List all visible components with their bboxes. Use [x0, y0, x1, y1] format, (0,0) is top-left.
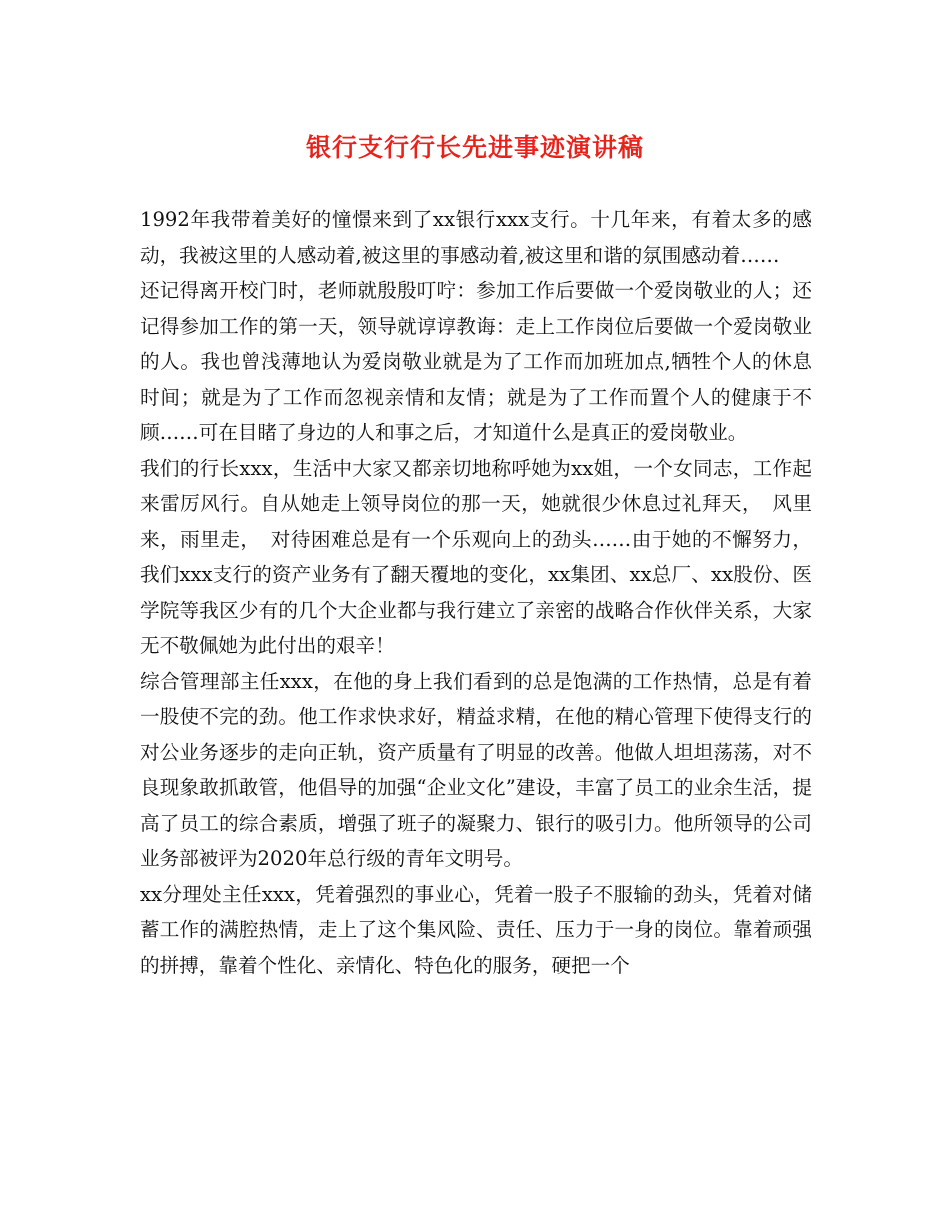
paragraph-1: 1992年我带着美好的憧憬来到了xx银行xxx支行。十几年来，有着太多的感动，我被这里的人感动着,被这里的事感动着,被这里和谐的氛围感动着…… [140, 208, 812, 267]
paragraph-3: 我们的行长xxx，生活中大家又都亲切地称呼她为xx姐，一个女同志，工作起来雷厉风行。自从她走上领导岗位的那一天，她就很少休息过礼拜天， 风里来，雨里走， 对待困难总是有一个乐观向上的劲头……由于她的不懈努力，我们xxx支行的资产业务有了翻天覆地的变化，xx集团、xx总厂、xx股份、医学院等我区少有的几个大企业都与我行建立了亲密的战略合作伙伴关系，大家无不敬佩她为此付出的艰辛！ [140, 456, 812, 657]
paragraph-4: 综合管理部主任xxx，在他的身上我们看到的总是饱满的工作热情，总是有着一股使不完的劲。他工作求快求好，精益求精，在他的精心管理下使得支行的对公业务逐步的走向正轨，资产质量有了明显的改善。他做人坦坦荡荡，对不良现象敢抓敢管，他倡导的加强“企业文化”建设，丰富了员工的业余生活，提高了员工的综合素质，增强了班子的凝聚力、银行的吸引力。他所领导的公司业务部被评为2020年总行级的青年文明号。 [140, 669, 812, 870]
paragraph-2: 还记得离开校门时，老师就殷殷叮咛：参加工作后要做一个爱岗敬业的人；还记得参加工作的第一天，领导就谆谆教诲：走上工作岗位后要做一个爱岗敬业的人。我也曾浅薄地认为爱岗敬业就是为了工作而加班加点,牺牲个人的休息时间；就是为了工作而忽视亲情和友情；就是为了工作而置个人的健康于不顾……可在目睹了身边的人和事之后，才知道什么是真正的爱岗敬业。 [140, 279, 812, 444]
paragraph-5: xx分理处主任xxx，凭着强烈的事业心，凭着一股子不服输的劲头，凭着对储蓄工作的满腔热情，走上了这个集风险、责任、压力于一身的岗位。靠着顽强的拼搏，靠着个性化、亲情化、特色化的服务，硬把一个 [140, 882, 812, 977]
document-body [140, 202, 812, 983]
document-title: 银行支行行长先进事迹演讲稿 [305, 133, 644, 162]
